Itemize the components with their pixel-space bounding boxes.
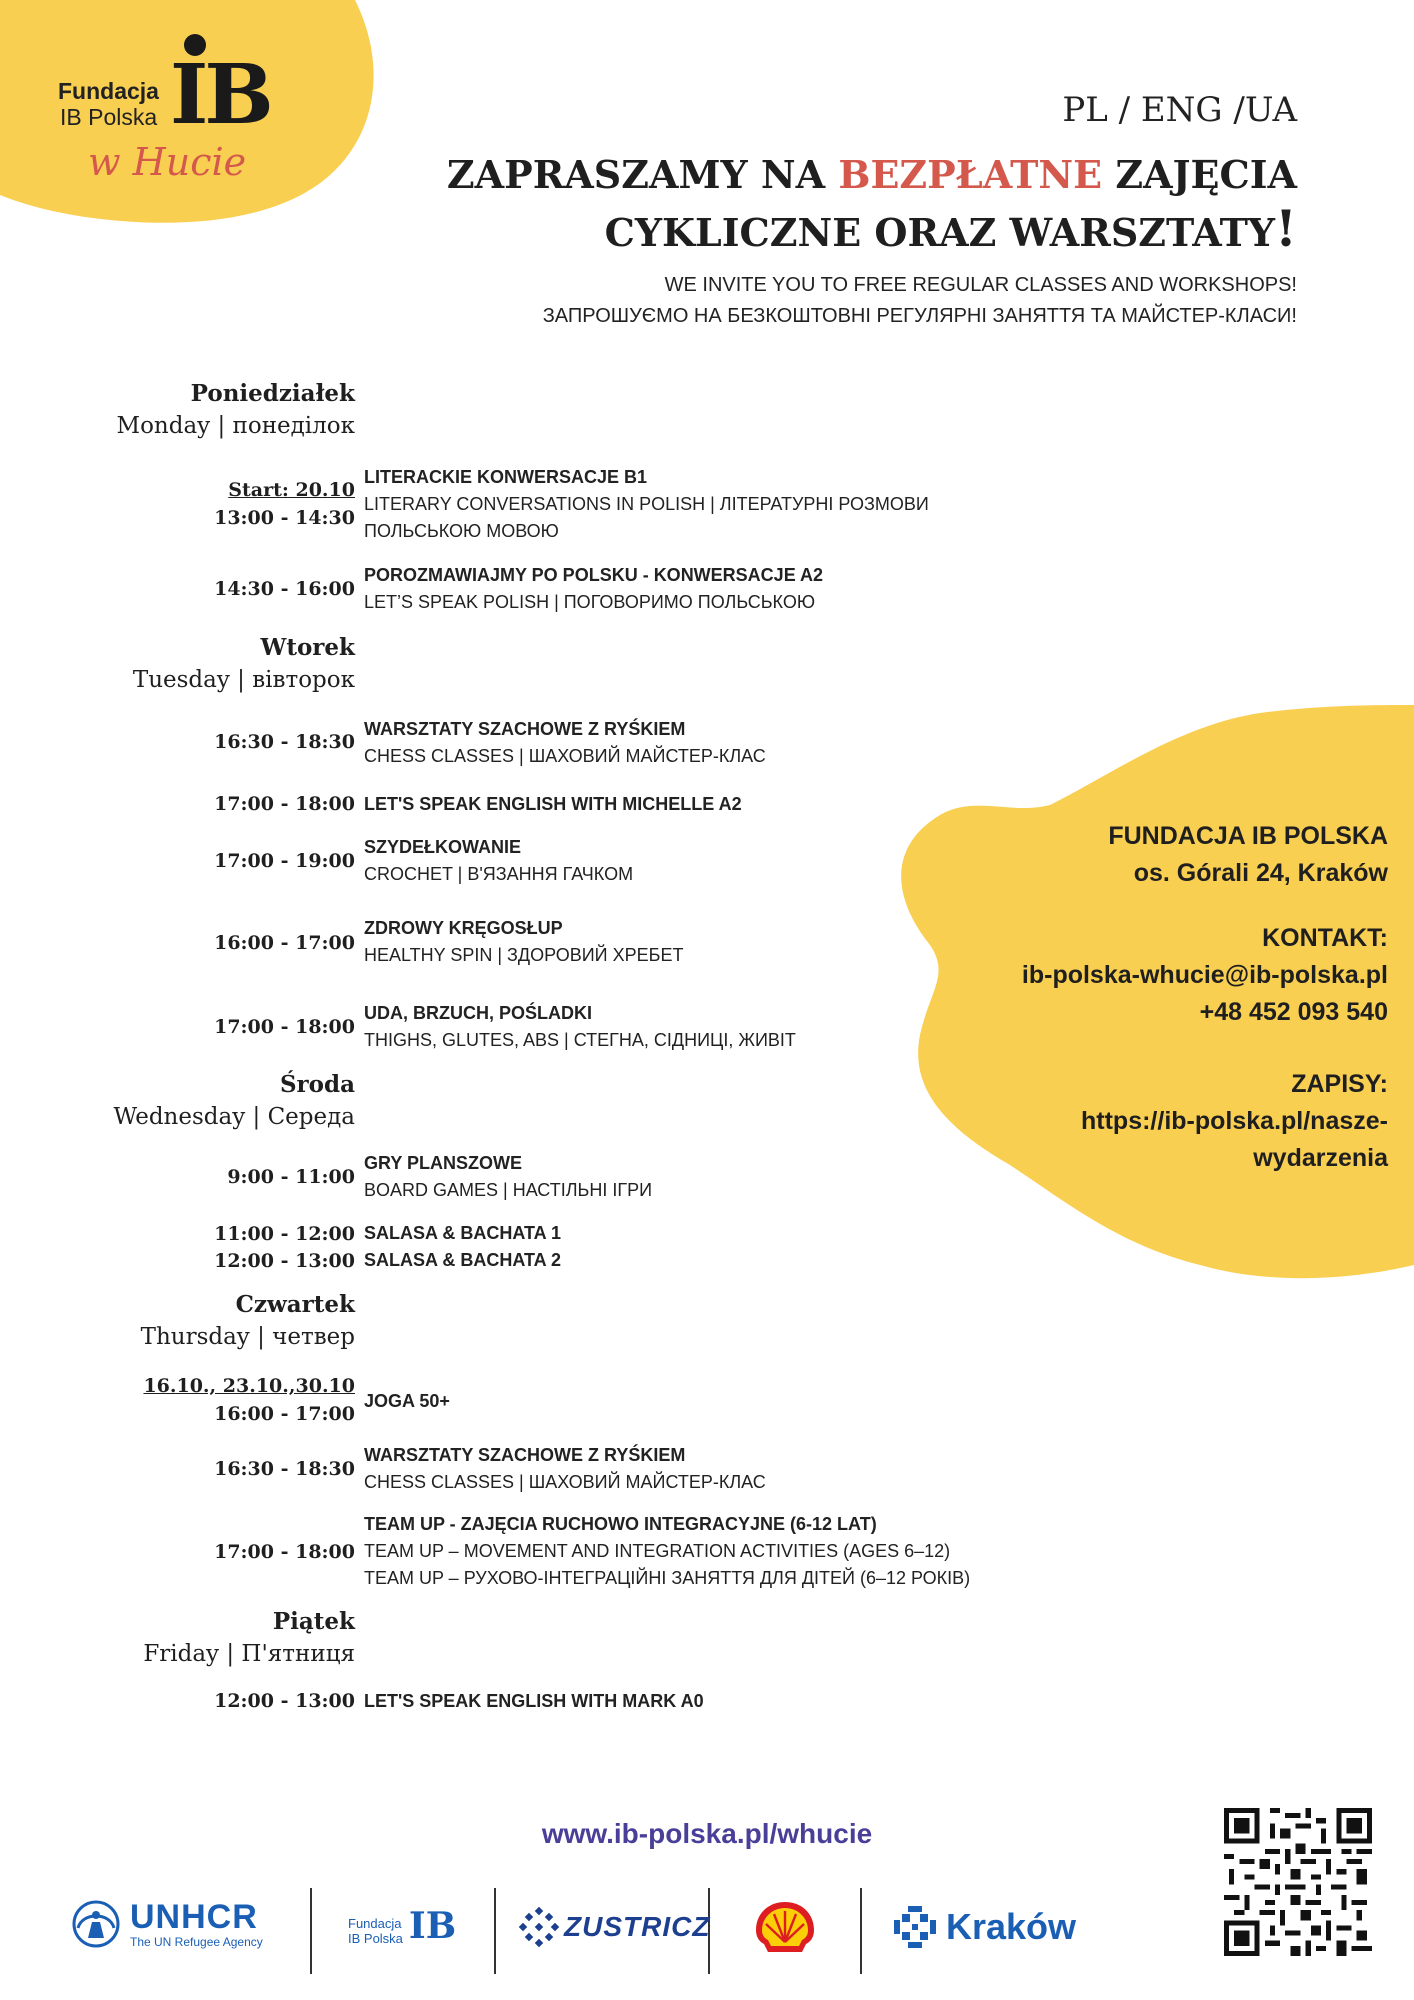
session-start-date: Start: 20.10 bbox=[228, 479, 355, 501]
session-title: LET'S SPEAK ENGLISH WITH MICHELLE A2 bbox=[364, 794, 742, 814]
headline-accent: BEZPŁATNE bbox=[838, 152, 1103, 197]
session-title: SALASA & BACHATA 1 bbox=[364, 1223, 561, 1243]
day-wednesday bbox=[113, 1069, 355, 1133]
shell-logo-icon bbox=[752, 1898, 818, 1958]
unhcr-name: UNHCR bbox=[130, 1898, 258, 1936]
signup-url-line-1[interactable]: https://ib-polska.pl/nasze- bbox=[1081, 1107, 1388, 1135]
day-name-pl: Czwartek bbox=[235, 1291, 355, 1318]
session-time-range: 14:30 - 16:00 bbox=[214, 578, 355, 600]
session-time-range: 13:00 - 14:30 bbox=[214, 507, 355, 529]
signup-details bbox=[1081, 1066, 1388, 1177]
session-chess-tuesday bbox=[364, 716, 1124, 770]
contact-label: KONTAKT: bbox=[1262, 924, 1388, 952]
session-subtitle: CROCHET | В'ЯЗАННЯ ГАЧКОМ bbox=[364, 864, 634, 884]
session-time-range: 12:00 - 13:00 bbox=[214, 1690, 355, 1712]
session-time-range: 9:00 - 11:00 bbox=[227, 1166, 355, 1188]
day-name-pl: Poniedziałek bbox=[190, 380, 355, 407]
day-name-pl: Wtorek bbox=[260, 634, 355, 661]
unhcr-emblem-icon bbox=[70, 1898, 122, 1950]
session-time bbox=[214, 929, 355, 957]
session-salsa-1 bbox=[364, 1220, 1124, 1247]
subheadline-en: WE INVITE YOU TO FREE REGULAR CLASSES AND WORKSHOPS! bbox=[664, 274, 1297, 296]
session-title: SALASA & BACHATA 2 bbox=[364, 1250, 561, 1270]
session-time bbox=[214, 476, 355, 532]
session-board-games bbox=[364, 1150, 1124, 1204]
session-time-range: 17:00 - 19:00 bbox=[214, 850, 355, 872]
session-title: WARSZTATY SZACHOWE Z RYŚKIEM bbox=[364, 719, 686, 739]
session-subtitle: LET’S SPEAK POLISH | ПОГОВОРИМО ПОЛЬСЬКОЮ bbox=[364, 592, 816, 612]
day-name-pl: Piątek bbox=[272, 1608, 355, 1635]
session-time bbox=[214, 1247, 355, 1275]
day-thursday bbox=[141, 1289, 355, 1353]
mini-logo-fundacja: Fundacja bbox=[348, 1916, 402, 1931]
mini-logo-ib-mark: IB bbox=[408, 1905, 457, 1947]
ib-polska-mini-logo bbox=[348, 1906, 456, 1946]
session-title: JOGA 50+ bbox=[364, 1391, 450, 1411]
headline-post: ZAJĘCIA bbox=[1102, 152, 1297, 197]
headline-exclamation: ! bbox=[1275, 199, 1297, 258]
session-time bbox=[143, 1372, 355, 1428]
session-time-range: 16:30 - 18:30 bbox=[214, 731, 355, 753]
session-time-range: 17:00 - 18:00 bbox=[214, 1541, 355, 1563]
krakow-name: Kraków bbox=[946, 1906, 1077, 1947]
session-title: SZYDEŁKOWANIE bbox=[364, 837, 522, 857]
krakow-emblem-icon bbox=[894, 1906, 936, 1948]
unhcr-logo bbox=[70, 1898, 263, 1950]
session-title: TEAM UP - ZAJĘCIA RUCHOWO INTEGRACYJNE (6-12 LAT) bbox=[364, 1514, 877, 1534]
contact-phone[interactable]: +48 452 093 540 bbox=[1199, 998, 1388, 1026]
signup-label: ZAPISY: bbox=[1291, 1070, 1388, 1098]
session-subtitle: LITERARY CONVERSATIONS IN POLISH | ЛІТЕРАТУРНІ РОЗМОВИ bbox=[364, 494, 929, 514]
session-crochet bbox=[364, 834, 1124, 888]
session-english-mark bbox=[364, 1688, 1124, 1715]
day-name-en-ua: Wednesday | Середа bbox=[113, 1104, 355, 1130]
session-subtitle: CHESS CLASSES | ШАХОВИЙ МАЙСТЕР-КЛАС bbox=[364, 1472, 766, 1492]
session-start-date: 16.10., 23.10.,30.10 bbox=[143, 1375, 355, 1397]
session-time bbox=[214, 790, 355, 818]
day-name-pl: Środa bbox=[279, 1071, 355, 1098]
session-healthy-spine bbox=[364, 915, 1124, 969]
session-salsa-2 bbox=[364, 1247, 1124, 1274]
session-time bbox=[214, 728, 355, 756]
session-english-michelle bbox=[364, 791, 1124, 818]
session-time-range: 16:00 - 17:00 bbox=[214, 932, 355, 954]
session-time-range: 12:00 - 13:00 bbox=[214, 1250, 355, 1272]
day-name-en-ua: Thursday | четвер bbox=[140, 1324, 355, 1350]
logo-ib-polska-text: IB Polska bbox=[60, 104, 158, 130]
day-name-en-ua: Monday | понеділок bbox=[116, 413, 355, 439]
session-thighs-glutes-abs bbox=[364, 1000, 1124, 1054]
session-time bbox=[214, 847, 355, 875]
day-name-en-ua: Tuesday | вівторок bbox=[132, 667, 355, 693]
session-time-range: 16:00 - 17:00 bbox=[214, 1403, 355, 1425]
zustricz-logo bbox=[518, 1906, 710, 1948]
headline-pre: ZAPRASZAMY NA bbox=[446, 152, 839, 197]
krakow-logo bbox=[894, 1906, 1076, 1948]
day-name-en-ua: Friday | П'ятниця bbox=[143, 1641, 355, 1667]
contact-email[interactable]: ib-polska-whucie@ib-polska.pl bbox=[1021, 961, 1388, 989]
mini-logo-ib-polska: IB Polska bbox=[348, 1931, 403, 1946]
signup-url-line-2[interactable]: wydarzenia bbox=[1253, 1144, 1388, 1172]
session-subtitle: THIGHS, GLUTES, ABS | СТЕГНА, СІДНИЦІ, ЖИВІТ bbox=[364, 1030, 796, 1050]
qr-code[interactable] bbox=[1224, 1808, 1372, 1956]
session-time-range: 17:00 - 18:00 bbox=[214, 793, 355, 815]
session-time bbox=[214, 1687, 355, 1715]
session-title: WARSZTATY SZACHOWE Z RYŚKIEM bbox=[364, 1445, 686, 1465]
session-title: LET'S SPEAK ENGLISH WITH MARK A0 bbox=[364, 1691, 704, 1711]
session-subtitle: CHESS CLASSES | ШАХОВИЙ МАЙСТЕР-КЛАС bbox=[364, 746, 766, 766]
contact-org-name: FUNDACJA IB POLSKA bbox=[1108, 822, 1388, 850]
session-title: ZDROWY KRĘGOSŁUP bbox=[364, 918, 563, 938]
session-chess-thursday bbox=[364, 1442, 1124, 1496]
session-time bbox=[214, 1220, 355, 1248]
zustricz-snowflake-icon bbox=[518, 1906, 560, 1948]
session-title: POROZMAWIAJMY PO POLSKU - KONWERSACJE A2 bbox=[364, 565, 824, 585]
contact-organization bbox=[1108, 818, 1388, 892]
headline-line-2-text: CYKLICZNE ORAZ WARSZTATY bbox=[604, 210, 1276, 255]
logo-w-hucie-script: w Hucie bbox=[88, 140, 247, 184]
session-literary-conversations bbox=[364, 464, 1124, 545]
session-title: UDA, BRZUCH, POŚLADKI bbox=[364, 1003, 592, 1023]
session-yoga-50 bbox=[364, 1388, 1124, 1415]
session-title: GRY PLANSZOWE bbox=[364, 1153, 523, 1173]
session-title: LITERACKIE KONWERSACJE B1 bbox=[364, 467, 648, 487]
session-time bbox=[214, 1455, 355, 1483]
website-link[interactable]: www.ib-polska.pl/whucie bbox=[541, 1818, 873, 1849]
session-time-range: 16:30 - 18:30 bbox=[214, 1458, 355, 1480]
subheadline-ua: ЗАПРОШУЄМО НА БЕЗКОШТОВНІ РЕГУЛЯРНІ ЗАНЯТТЯ ТА МАЙСТЕР-КЛАСИ! bbox=[542, 305, 1297, 327]
logo-fundacja-text: Fundacja bbox=[58, 78, 159, 104]
session-time bbox=[214, 1013, 355, 1041]
session-subtitle: TEAM UP – MOVEMENT AND INTEGRATION ACTIVITIES (AGES 6–12) bbox=[364, 1541, 951, 1561]
session-time bbox=[214, 575, 355, 603]
session-subtitle-2: TEAM UP – РУХОВО-ІНТЕГРАЦІЙНІ ЗАНЯТТЯ ДЛЯ ДІТЕЙ (6–12 РОКІВ) bbox=[364, 1568, 971, 1588]
session-time-range: 17:00 - 18:00 bbox=[214, 1016, 355, 1038]
day-tuesday bbox=[133, 632, 355, 696]
session-speak-polish bbox=[364, 562, 1124, 616]
session-subtitle: HEALTHY SPIN | ЗДОРОВИЙ ХРЕБЕТ bbox=[364, 945, 684, 965]
session-team-up bbox=[364, 1511, 1124, 1592]
session-time bbox=[214, 1538, 355, 1566]
day-monday bbox=[117, 378, 355, 442]
zustricz-name: ZUSTRICZ bbox=[564, 1911, 711, 1942]
unhcr-tagline: The UN Refugee Agency bbox=[130, 1935, 263, 1949]
logo-ib-mark: IB bbox=[170, 47, 270, 143]
session-time bbox=[227, 1163, 355, 1191]
session-subtitle: BOARD GAMES | НАСТІЛЬНІ ІГРИ bbox=[364, 1180, 653, 1200]
session-subtitle-2: ПОЛЬСЬКОЮ МОВОЮ bbox=[364, 521, 559, 541]
session-time-range: 11:00 - 12:00 bbox=[214, 1223, 355, 1245]
day-friday bbox=[143, 1606, 355, 1670]
contact-details bbox=[1022, 920, 1388, 1031]
contact-address: os. Górali 24, Kraków bbox=[1133, 859, 1388, 887]
languages-label: PL / ENG /UA bbox=[1062, 90, 1297, 130]
